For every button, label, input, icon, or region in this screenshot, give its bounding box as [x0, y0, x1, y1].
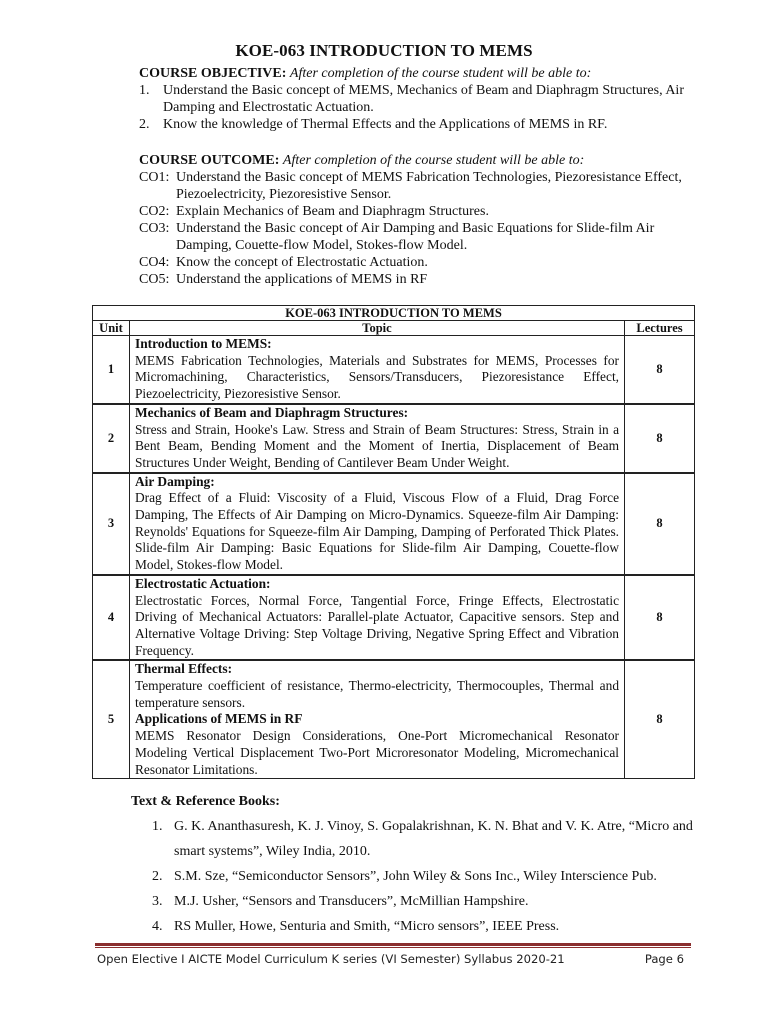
topic-body: Drag Effect of a Fluid: Viscosity of a Fluid, Viscous Flow of a Fluid, Drag Force Damping, The Effects of Air Damping on Micro-Dynamics. Squeeze-film Air Damping: Reynolds' Equations for Squeeze-film Air Damping, Damping of Perforated Thick Plates. Slide-film Air Damping: Basic Equations for Slide-film Air Damping, Couette-flow Model, Stokes-flow Model. [134, 490, 620, 573]
outcome-item [139, 169, 699, 203]
unit-number: 5 [93, 660, 130, 778]
objective-item [139, 116, 699, 133]
page-title: KOE-063 INTRODUCTION TO MEMS [235, 41, 533, 60]
outcome-item [139, 203, 699, 220]
table-row [93, 404, 695, 473]
course-outcome-heading [139, 152, 699, 169]
topic-cell [129, 473, 624, 575]
footer-rule [95, 943, 691, 946]
syllabus-table [92, 305, 695, 779]
reference-number: 2. [152, 869, 163, 884]
topic-heading: Introduction to MEMS: [134, 336, 272, 351]
topic-cell [129, 575, 624, 661]
unit-number: 4 [93, 575, 130, 661]
objective-number: 2. [139, 117, 150, 132]
topic-heading: Air Damping: [134, 473, 215, 489]
objective-item [139, 82, 699, 116]
lecture-count: 8 [625, 575, 695, 661]
outcome-code: CO2: [139, 204, 170, 219]
outcome-code: CO3: [139, 221, 170, 236]
outcome-text: Understand the Basic concept of Air Damping and Basic Equations for Slide-film Air Damping, Couette-flow Model, Stokes-flow Model. [176, 221, 655, 253]
topic-body: Temperature coefficient of resistance, Thermo-electricity, Thermocouples, Thermal and temperature sensors. [134, 678, 620, 710]
course-outcome-lead: After completion of the course student will be able to: [282, 153, 585, 168]
lecture-count: 8 [625, 473, 695, 575]
topic-heading: Mechanics of Beam and Diaphragm Structures: [134, 404, 409, 420]
lecture-count: 8 [625, 404, 695, 473]
reference-books-heading: Text & Reference Books: [131, 794, 280, 809]
outcome-code: CO1: [139, 170, 170, 185]
course-objective-label: COURSE OBJECTIVE: [139, 66, 287, 81]
topic-heading: Thermal Effects: [134, 661, 233, 677]
footer-rule-thin [95, 947, 691, 948]
course-objective-lead: After completion of the course student will be able to: [289, 66, 592, 81]
objective-text: Know the knowledge of Thermal Effects and the Applications of MEMS in RF. [163, 117, 608, 132]
topic-cell [129, 404, 624, 473]
reference-number: 1. [152, 819, 163, 834]
reference-text: M.J. Usher, “Sensors and Transducers”, McMillian Hampshire. [174, 894, 529, 909]
reference-item [131, 889, 701, 914]
outcome-text: Understand the applications of MEMS in RF [176, 272, 428, 287]
outcome-text: Know the concept of Electrostatic Actuation. [176, 255, 428, 270]
outcome-text: Explain Mechanics of Beam and Diaphragm Structures. [176, 204, 489, 219]
lecture-count: 8 [625, 660, 695, 778]
outcome-item [139, 254, 699, 271]
page-footer [97, 952, 684, 966]
reference-number: 3. [152, 894, 163, 909]
topic-heading: Electrostatic Actuation: [134, 575, 271, 591]
page-number: Page 6 [644, 952, 684, 966]
topic-cell [129, 660, 624, 778]
table-caption: KOE-063 INTRODUCTION TO MEMS [93, 306, 695, 321]
column-header-topic: Topic [129, 321, 624, 336]
reference-books-section [131, 794, 701, 939]
topic-body: Electrostatic Forces, Normal Force, Tangential Force, Fringe Effects, Electrostatic Driving of Mechanical Actuators: Parallel-plate Actuator, Capacitive sensors. Step and Alternative Voltage Driving: Step Voltage Driving, Negative Spring Effect and Vibration Frequency. [134, 592, 620, 658]
course-outcome-label: COURSE OUTCOME: [139, 153, 280, 168]
reference-text: RS Muller, Howe, Senturia and Smith, “Micro sensors”, IEEE Press. [174, 919, 560, 934]
course-objective-heading [139, 65, 699, 82]
column-header-unit: Unit [93, 321, 130, 336]
outcome-text: Understand the Basic concept of MEMS Fabrication Technologies, Piezoresistance Effect, Piezoelectricity, Piezoresistive Sensor. [176, 170, 682, 202]
table-row [93, 575, 695, 661]
table-row [93, 660, 695, 778]
reference-item [131, 864, 701, 889]
outcome-code: CO4: [139, 255, 170, 270]
reference-text: G. K. Ananthasuresh, K. J. Vinoy, S. Gopalakrishnan, K. N. Bhat and V. K. Atre, “Micro and smart systems”, Wiley India, 2010. [174, 819, 693, 859]
reference-number: 4. [152, 919, 163, 934]
course-objective-section [139, 65, 699, 133]
topic-body-secondary: MEMS Resonator Design Considerations, One-Port Micromechanical Resonator Modeling Vertical Displacement Two-Port Microresonator Modeling, Micromechanical Resonator Limitations. [134, 728, 620, 777]
column-header-lectures: Lectures [625, 321, 695, 336]
lecture-count: 8 [625, 336, 695, 404]
footer-text: Open Elective I AICTE Model Curriculum K series (VI Semester) Syllabus 2020-21 [97, 952, 565, 966]
reference-text: S.M. Sze, “Semiconductor Sensors”, John Wiley & Sons Inc., Wiley Interscience Pub. [174, 869, 657, 884]
course-outcome-section [139, 152, 699, 288]
reference-item [131, 814, 701, 864]
outcome-item [139, 220, 699, 254]
unit-number: 2 [93, 404, 130, 473]
reference-item [131, 914, 701, 939]
outcome-item [139, 271, 699, 288]
outcome-code: CO5: [139, 272, 170, 287]
objective-text: Understand the Basic concept of MEMS, Mechanics of Beam and Diaphragm Structures, Air Damping and Electrostatic Actuation. [163, 83, 684, 115]
objective-number: 1. [139, 83, 150, 98]
table-row [93, 336, 695, 404]
topic-cell [129, 336, 624, 404]
unit-number: 1 [93, 336, 130, 404]
unit-number: 3 [93, 473, 130, 575]
topic-body: Stress and Strain, Hooke's Law. Stress and Strain of Beam Structures: Stress, Strain in a Bent Beam, Bending Moment and the Moment of Inertia, Displacement of Beam Structures Under Weight, Bending of Cantilever Beam Under Weight. [134, 421, 620, 470]
topic-heading-secondary: Applications of MEMS in RF [134, 711, 303, 727]
topic-body: MEMS Fabrication Technologies, Materials and Substrates for MEMS, Processes for Micromachining, Characteristics, Sensors/Transducers, Piezoresistance Effect, Piezoelectricity, Piezoresistive Sensor. [134, 352, 620, 402]
table-row [93, 473, 695, 575]
